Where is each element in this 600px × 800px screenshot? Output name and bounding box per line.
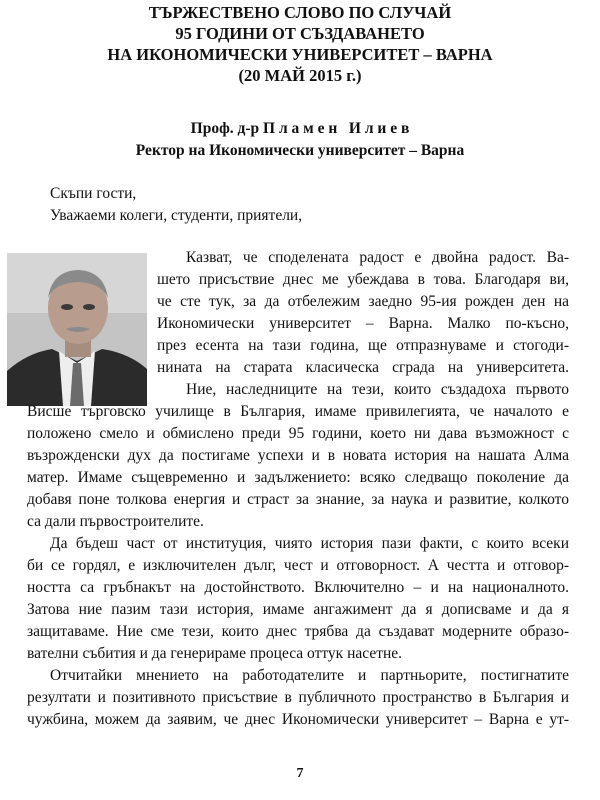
body-line: са дали първостроителите. (27, 513, 204, 530)
body-line: ността са гръбнакът на достойнството. Включително – и на националното. (27, 579, 569, 596)
body-line: Висше търговско училище в България, имаме привилегията, че началото е (27, 403, 569, 420)
body-line: вателни събития и да генерираме процеса оттук насетне. (27, 645, 403, 662)
title-line-4: (20 МАЙ 2015 г.) (238, 66, 362, 85)
body-line: Икономически университет – Варна. Малко по-късно, (157, 315, 569, 332)
title-line-2: 95 ГОДИНИ ОТ СЪЗДАВАНЕТО (175, 24, 425, 43)
speech-title (60, 2, 540, 86)
body-line: защитаваме. Ние сме тези, които днес трябва да създават модерните образо- (27, 623, 569, 640)
body-line: положено смело и обмислено преди 95 години, което ни дава възможност с (27, 425, 569, 442)
body-line: Затова ние пазим тази история, имаме ангажимент да я дописваме и да я (27, 601, 569, 618)
author-name: Проф. д-р П л а м е н И л и е в (190, 120, 410, 137)
body-line: че сте тук, за да отбележим заедно 95-ия рожден ден на (157, 293, 569, 310)
body-line: през есента на тази година, ще отпразнуваме и стогоди- (157, 337, 569, 354)
body-line: Да бъдеш част от институция, чиято история пази факти, с които всеки (50, 535, 569, 552)
body-line: добавя поне толкова енергия и страст за знание, за наука и развитие, колкото (27, 491, 569, 508)
title-line-1: ТЪРЖЕСТВЕНО СЛОВО ПО СЛУЧАЙ (148, 3, 452, 22)
speech-body (0, 247, 600, 731)
title-line-3: НА ИКОНОМИЧЕСКИ УНИВЕРСИТЕТ – ВАРНА (107, 45, 493, 64)
body-line: Ние, наследниците на тези, които създадоха първото (186, 381, 569, 398)
author-position: Ректор на Икономически университет – Варна (135, 142, 465, 159)
greeting-line-1: Скъпи гости, (50, 185, 137, 202)
body-line: Казват, че споделената радост е двойна радост. Ва- (186, 249, 569, 266)
body-line: резултати и позитивното присъствие в публичното пространство в България и (27, 689, 569, 706)
body-line: чужбина, можем да заявим, че днес Икономически университет – Варна е ут- (27, 711, 569, 728)
body-line: Отчитайки мнението на работодателите и партньорите, постигнатите (50, 667, 569, 684)
body-line: би се гордял, е изключителен дълг, чест и отговорност. А честта и отговор- (27, 557, 569, 574)
body-line: възрожденски дух да постигаме успехи и в новата история на нашата Алма (27, 447, 569, 464)
page-number: 7 (296, 766, 304, 781)
body-line: матер. Имаме същевременно и задължението: всяко следващо поколение да (27, 469, 569, 486)
greeting (50, 183, 550, 227)
body-line: шето присъствие днес ме убеждава в това. Благодаря ви, (157, 271, 569, 288)
greeting-line-2: Уважаеми колеги, студенти, приятели, (50, 207, 303, 224)
body-line: нината на старата класическа сграда на университета. (157, 359, 569, 376)
author-block (60, 118, 540, 162)
